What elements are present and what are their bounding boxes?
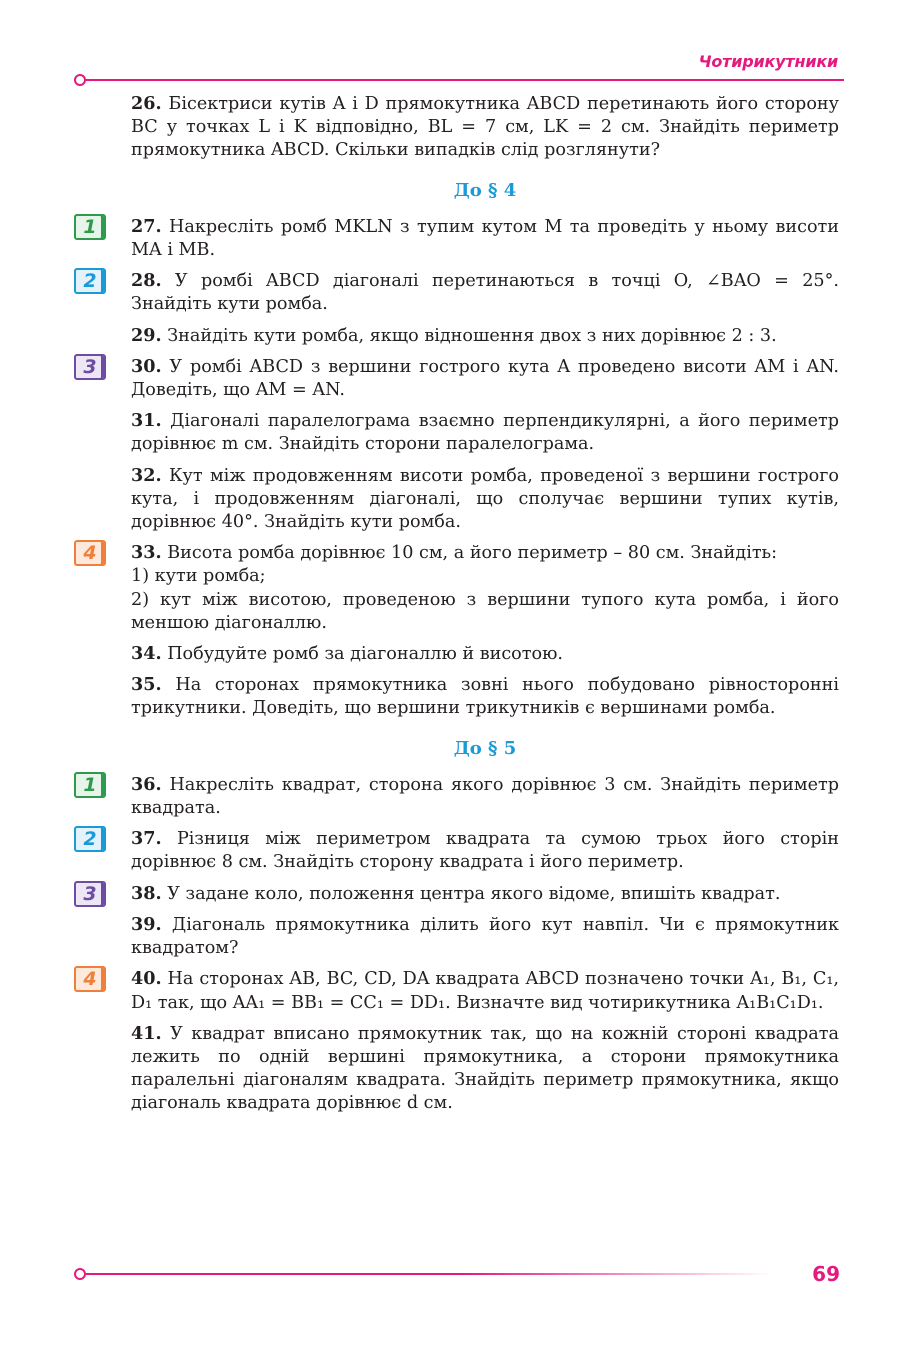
- problem-number: 34.: [131, 643, 162, 665]
- problem-number: 41.: [131, 1022, 162, 1044]
- problem-item: [83, 355, 840, 402]
- problem-item: [131, 324, 839, 348]
- problem-text: Знайдіть кути ромба, якщо відношення двох з них дорівнює 2 : 3.: [167, 325, 777, 346]
- problem-item: [83, 269, 839, 316]
- footer-rule: [74, 1273, 774, 1275]
- problem-number: 27.: [131, 215, 162, 237]
- problem-number: 28.: [131, 270, 162, 292]
- problem-text: Діагоналі паралелограма взаємно перпендикулярні, а його периметр дорівнює m см. Знайдіть сторони паралелограма.: [131, 411, 839, 455]
- problem-item: [131, 464, 839, 535]
- problem-number: 31.: [131, 410, 162, 432]
- problem-text: Бісектриси кутів A і D прямокутника ABCD перетинають його сторону BC у точках L і K відповідно, BL = 7 см, LK = 2 см. Знайдіть периметр прямокутника ABCD. Скільки випадків слід розглянути?: [131, 94, 839, 161]
- problem-number: 36.: [131, 773, 162, 795]
- difficulty-level-badge: 2: [74, 826, 106, 852]
- section-heading: До § 5: [453, 737, 517, 759]
- difficulty-level-badge: 1: [74, 772, 106, 798]
- problem-text: Кут між продовженням висоти ромба, проведеної з вершини гострого кута, і продовженням діагоналі, що сполучає вершини тупих кутів, дорівнює 40°. Знайдіть кути ромба.: [131, 465, 840, 533]
- problem-number: 35.: [131, 674, 162, 696]
- problem-text: Діагональ прямокутника ділить його кут навпіл. Чи є прямокутник квадратом?: [131, 914, 840, 959]
- problem-text: На сторонах прямокутника зовні нього побудовано рівносторонні трикутники. Доведіть, що вершини трикутників є вершинами ромба.: [131, 675, 839, 719]
- problem-item: [131, 913, 839, 960]
- problem-number: 33.: [131, 542, 162, 564]
- problem-text: На сторонах AB, BC, CD, DA квадрата ABCD позначено точки A₁, B₁, C₁, D₁ так, що AA₁ = BB₁ = CC₁ = DD₁. Визначте вид чотирикутника A₁B₁C₁D₁.: [131, 969, 839, 1013]
- problem-item: [131, 642, 839, 666]
- chapter-title: Чотирикутники: [698, 52, 838, 71]
- problem-item: [131, 1022, 839, 1116]
- header-rule: [74, 79, 844, 81]
- problem-subitem: 2) кут між висотою, проведеною з вершини тупого кута ромба, і його меншою діагоналлю.: [131, 589, 839, 633]
- difficulty-level-badge: 4: [74, 966, 106, 992]
- problem-text: Накресліть квадрат, сторона якого дорівнює 3 см. Знайдіть периметр квадрата.: [131, 774, 839, 819]
- difficulty-level-badge: 2: [74, 268, 106, 294]
- problem-number: 40.: [131, 968, 162, 990]
- problem-text: У задане коло, положення центра якого відоме, впишіть квадрат.: [167, 883, 781, 904]
- difficulty-level-badge: 1: [74, 214, 106, 240]
- rule-circle-icon: [74, 74, 86, 86]
- section-heading: До § 4: [453, 179, 517, 201]
- problem-text: Висота ромба дорівнює 10 см, а його периметр – 80 см. Знайдіть:: [167, 543, 778, 564]
- problem-number: 26.: [131, 93, 162, 114]
- problem-number: 32.: [131, 464, 162, 486]
- problem-text: Накресліть ромб MKLN з тупим кутом M та проведіть у ньому висоти MA і MB.: [131, 216, 840, 261]
- problem-text: Різниця між периметром квадрата та сумою трьох його сторін дорівнює 8 см. Знайдіть сторону квадрата і його периметр.: [131, 829, 839, 873]
- problem-item: [83, 967, 839, 1014]
- page-content: [83, 92, 840, 1123]
- problem-item: [83, 882, 839, 906]
- page-number: 69: [812, 1262, 840, 1286]
- problem-item: [83, 773, 839, 820]
- problem-item: [83, 827, 839, 874]
- problem-text: У ромбі ABCD з вершини гострого кута A проведено висоти AM і AN. Доведіть, що AM = AN.: [131, 356, 840, 401]
- problem-text: У ромбі ABCD діагоналі перетинаються в точці O, ∠BAO = 25°. Знайдіть кути ромба.: [131, 271, 839, 315]
- difficulty-level-badge: 3: [74, 354, 106, 380]
- problem-item: [83, 541, 839, 635]
- problem-number: 29.: [131, 324, 162, 346]
- problem-text: Побудуйте ромб за діагоналлю й висотою.: [167, 644, 564, 665]
- problem-text: У квадрат вписано прямокутник так, що на кожній стороні квадрата лежить по одній вершині прямокутника, а сторони прямокутника паралельні діагоналям квадрата. Знайдіть периметр прямокутника, якщо діагональ квадрата дорівнює d см.: [131, 1023, 839, 1114]
- problem-item: [83, 215, 840, 262]
- rule-circle-icon: [74, 1268, 86, 1280]
- difficulty-level-badge: 4: [74, 540, 106, 566]
- problem-number: 37.: [131, 828, 162, 850]
- problem-item: [131, 673, 839, 720]
- problem-number: 38.: [131, 882, 162, 904]
- problem-item: [131, 92, 839, 163]
- problem-item: [131, 409, 839, 456]
- problem-number: 30.: [131, 355, 162, 377]
- problem-subitem: 1) кути ромба;: [131, 566, 266, 587]
- difficulty-level-badge: 3: [74, 881, 106, 907]
- problem-number: 39.: [131, 913, 162, 935]
